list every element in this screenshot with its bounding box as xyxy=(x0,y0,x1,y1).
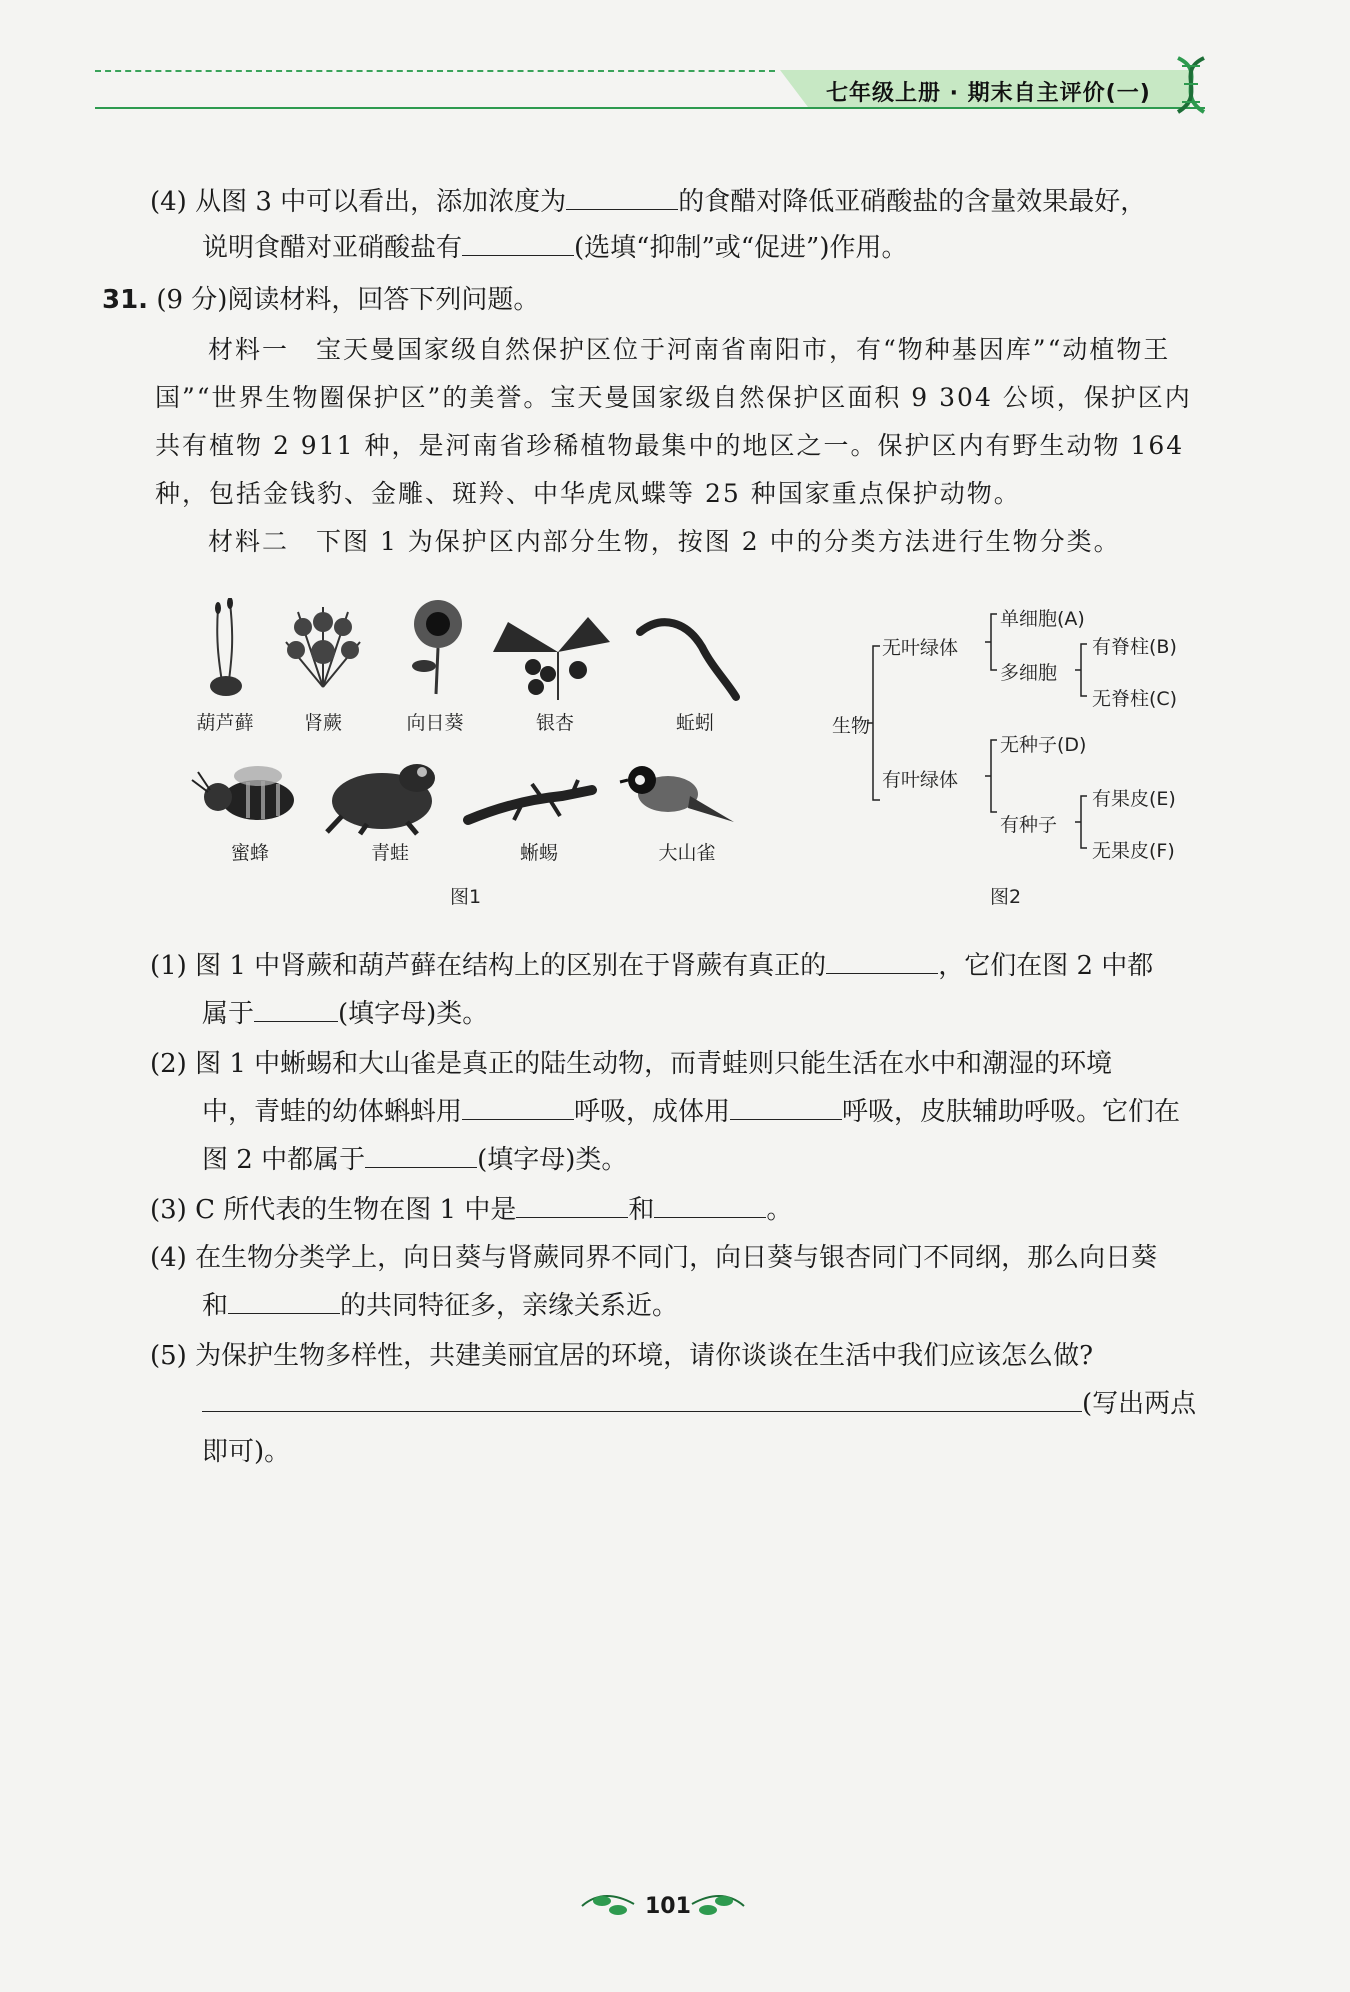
material1-line3: 共有植物 2 911 种，是河南省珍稀植物最集中的地区之一。保护区内有野生动物 164 xyxy=(155,431,1185,460)
organism-label: 蚯蚓 xyxy=(675,712,714,734)
earthworm-image xyxy=(632,612,742,702)
answer-blank[interactable] xyxy=(462,229,574,256)
answer-blank[interactable] xyxy=(365,1141,477,1168)
frog-image xyxy=(322,756,442,836)
tree-has-pericarp: 有果皮(E) xyxy=(1092,788,1176,810)
tree-has-seed: 有种子 xyxy=(1000,814,1058,836)
tree-root: 生物 xyxy=(832,715,871,737)
answer-blank[interactable] xyxy=(826,947,938,974)
header-title: 七年级上册 · 期末自主评价(一) xyxy=(826,81,1151,106)
tree-no-seed: 无种子(D) xyxy=(1000,734,1087,756)
sub2-line3: 图 2 中都属于 (填字母)类。 xyxy=(202,1140,627,1180)
tree-no-pericarp: 无果皮(F) xyxy=(1092,840,1175,862)
answer-blank[interactable] xyxy=(462,1093,574,1120)
sub5-line3: 即可)。 xyxy=(202,1437,291,1467)
answer-blank[interactable] xyxy=(228,1287,340,1314)
sub-label: (4) xyxy=(150,187,187,217)
sub2-line1: (2) 图 1 中蜥蜴和大山雀是真正的陆生动物，而青蛙则只能生活在水中和潮湿的环境 xyxy=(150,1049,1113,1079)
material1-line2: 国”“世界生物圈保护区”的美誉。宝天曼国家级自然保护区面积 9 304 公顷，保护区内 xyxy=(155,383,1192,412)
sub5-line2: (写出两点 xyxy=(202,1384,1196,1424)
answer-blank[interactable] xyxy=(730,1093,842,1120)
answer-blank[interactable] xyxy=(516,1191,628,1218)
sub1-line1: (1) 图 1 中肾蕨和葫芦藓在结构上的区别在于肾蕨有真正的 ，它们在图 2 中都 xyxy=(150,946,1153,986)
sub-label: (3) xyxy=(150,1195,187,1225)
sub4-line1: (4) 在生物分类学上，向日葵与肾蕨同界不同门，向日葵与银杏同门不同纲，那么向日葵 xyxy=(150,1243,1158,1273)
answer-blank[interactable] xyxy=(654,1191,766,1218)
organism-label: 向日葵 xyxy=(406,712,464,734)
moss-image xyxy=(188,598,258,698)
figure1-caption: 图1 xyxy=(450,886,482,908)
sub1-line2: 属于 (填字母)类。 xyxy=(202,994,488,1034)
bee-image xyxy=(188,762,308,832)
organism-label: 青蛙 xyxy=(370,842,409,864)
tree-multicellular: 多细胞 xyxy=(1000,662,1058,684)
sub-label: (1) xyxy=(150,951,187,981)
bird-image xyxy=(618,756,738,836)
material1-line4: 种，包括金钱豹、金雕、斑羚、中华虎凤蝶等 25 种国家重点保护动物。 xyxy=(155,479,1021,508)
classification-brackets xyxy=(835,600,1135,860)
material1-line1: 材料一 宝天曼国家级自然保护区位于河南省南阳市，有“物种基因库”“动植物王 xyxy=(208,335,1171,364)
sub-label: (4) xyxy=(150,1243,187,1273)
figure2-caption: 图2 xyxy=(990,886,1022,908)
ginkgo-image xyxy=(488,612,613,702)
leaf-left-icon xyxy=(580,1890,636,1920)
answer-blank[interactable] xyxy=(254,995,338,1022)
q30-4-line2: 说明食醋对亚硝酸盐有 (选填“抑制”或“促进”)作用。 xyxy=(202,228,907,268)
question-number: 31. xyxy=(102,285,149,315)
tree-vertebrate: 有脊柱(B) xyxy=(1092,636,1177,658)
answer-line[interactable] xyxy=(202,1385,1082,1412)
material2-line: 材料二 下图 1 为保护区内部分生物，按图 2 中的分类方法进行生物分类。 xyxy=(208,527,1121,556)
organism-label: 大山雀 xyxy=(658,842,716,864)
q30-4-line1: (4) 从图 3 中可以看出，添加浓度为 的食醋对降低亚硝酸盐的含量效果最好， xyxy=(150,182,1146,222)
tree-unicellular: 单细胞(A) xyxy=(1000,608,1085,630)
answer-blank[interactable] xyxy=(566,183,678,210)
page-number: 101 xyxy=(645,1894,691,1919)
sub-label: (2) xyxy=(150,1049,187,1079)
tree-has-chlorophyll: 有叶绿体 xyxy=(882,769,959,791)
leaf-right-icon xyxy=(690,1890,746,1920)
organism-label: 葫芦藓 xyxy=(196,712,254,734)
dna-icon xyxy=(1168,54,1214,116)
organism-label: 银杏 xyxy=(535,712,574,734)
sub5-line1: (5) 为保护生物多样性，共建美丽宜居的环境，请你谈谈在生活中我们应该怎么做? xyxy=(150,1341,1094,1371)
q31-heading: 31. (9 分)阅读材料，回答下列问题。 xyxy=(102,285,540,315)
sunflower-image xyxy=(398,596,468,696)
organism-label: 蜜蜂 xyxy=(230,842,269,864)
fern-image xyxy=(278,602,368,692)
sub-label: (5) xyxy=(150,1341,187,1371)
organism-label: 蜥蜴 xyxy=(519,842,558,864)
lizard-image xyxy=(462,770,602,830)
sub2-line2: 中，青蛙的幼体蝌蚪用 呼吸，成体用 呼吸，皮肤辅助呼吸。它们在 xyxy=(202,1092,1180,1132)
header-rule xyxy=(95,107,1205,109)
tree-no-chlorophyll: 无叶绿体 xyxy=(882,637,959,659)
organism-label: 肾蕨 xyxy=(303,712,342,734)
sub4-line2: 和 的共同特征多，亲缘关系近。 xyxy=(202,1286,678,1326)
header-dashed-rule xyxy=(95,70,775,72)
sub3-line1: (3) C 所代表的生物在图 1 中是 和 。 xyxy=(150,1190,792,1230)
tree-invertebrate: 无脊柱(C) xyxy=(1092,688,1178,710)
